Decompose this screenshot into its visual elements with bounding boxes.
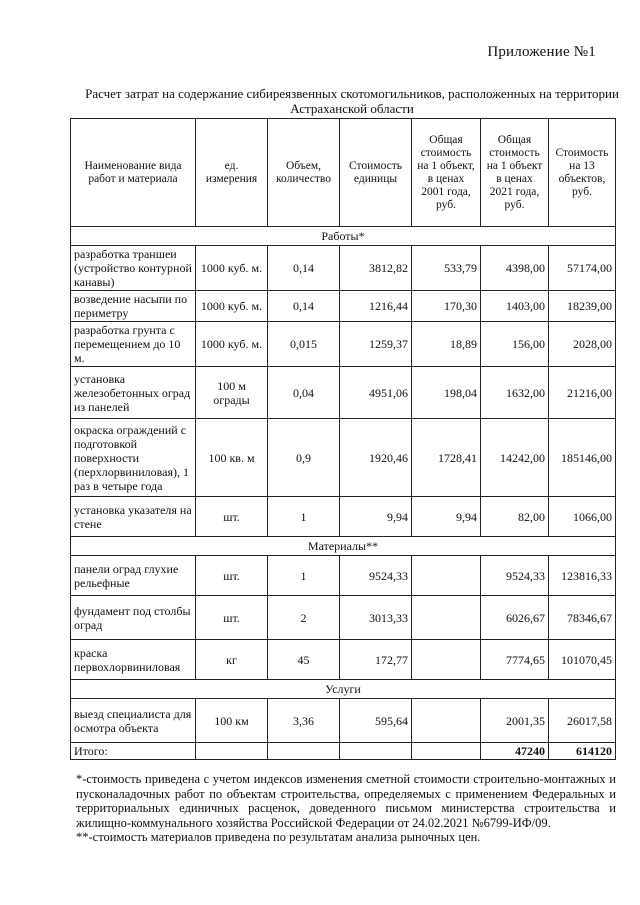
- cell-name: возведение насыпи по периметру: [71, 291, 196, 322]
- cell-name: панели оград глухие рельефные: [71, 556, 196, 596]
- header-cost-2021: Общая стоимость на 1 объект в ценах 2021 года, руб.: [481, 119, 549, 227]
- cell-unit: 1000 куб. м.: [196, 246, 268, 291]
- cell-cost-2021: 4398,00: [481, 246, 549, 291]
- cell-cost-2001: 1728,41: [412, 419, 481, 497]
- cell-unit: 100 м ограды: [196, 367, 268, 419]
- cell-cost-13: 185146,00: [549, 419, 616, 497]
- cell-unit-cost: 1259,37: [340, 322, 412, 367]
- cell-volume: 0,14: [268, 246, 340, 291]
- table-row: [71, 367, 616, 419]
- cell-volume: 0,015: [268, 322, 340, 367]
- table-row: [71, 699, 616, 743]
- cell-cost-13: 78346,67: [549, 596, 616, 640]
- cell-volume: 0,14: [268, 291, 340, 322]
- cell-volume: 0,04: [268, 367, 340, 419]
- cell-cost-13: 123816,33: [549, 556, 616, 596]
- cell-cost-13: 26017,58: [549, 699, 616, 743]
- appendix-label: Приложение №1: [487, 44, 596, 60]
- document-title: Расчет затрат на содержание сибиреязвенных скотомогильников, расположенных на территории Астраханской области: [85, 86, 619, 116]
- cell-unit-cost: 1216,44: [340, 291, 412, 322]
- cell-cost-2001: [412, 556, 481, 596]
- table-row: [71, 246, 616, 291]
- cell-cost-2021: 14242,00: [481, 419, 549, 497]
- cell-name: выезд специалиста для осмотра объекта: [71, 699, 196, 743]
- cell-cost-2001: 198,04: [412, 367, 481, 419]
- cell-cost-13: 101070,45: [549, 640, 616, 680]
- header-unit: ед. измерения: [196, 119, 268, 227]
- cell-unit: кг: [196, 640, 268, 680]
- empty-cell: [340, 743, 412, 760]
- cell-cost-2021: 82,00: [481, 497, 549, 537]
- header-name: Наименование вида работ и материала: [71, 119, 196, 227]
- cell-name: окраска ограждений с подготовкой поверхности (перхлорвиниловая), 1 раз в четыре года: [71, 419, 196, 497]
- total-label: Итого:: [71, 743, 196, 760]
- table-row: [71, 322, 616, 367]
- cell-name: краска первохлорвиниловая: [71, 640, 196, 680]
- section-title: Работы*: [71, 227, 616, 246]
- footnotes: [76, 772, 616, 845]
- section-row: [71, 680, 616, 699]
- cell-name: установка указателя на стене: [71, 497, 196, 537]
- cell-cost-2001: 9,94: [412, 497, 481, 537]
- header-volume: Объем, количество: [268, 119, 340, 227]
- table-body: [71, 227, 616, 760]
- cell-cost-2021: 2001,35: [481, 699, 549, 743]
- cell-volume: 1: [268, 556, 340, 596]
- cell-unit: 100 км: [196, 699, 268, 743]
- cell-unit: 100 кв. м: [196, 419, 268, 497]
- header-cost-13: Стоимость на 13 объектов, руб.: [549, 119, 616, 227]
- table-header-row: [71, 119, 616, 227]
- cell-volume: 1: [268, 497, 340, 537]
- footnote-materials: **-стоимость материалов приведена по результатам анализа рыночных цен.: [76, 830, 481, 844]
- table-row: [71, 497, 616, 537]
- header-cost-2001: Общая стоимость на 1 объект, в ценах 2001 года, руб.: [412, 119, 481, 227]
- cell-volume: 45: [268, 640, 340, 680]
- cell-volume: 2: [268, 596, 340, 640]
- section-title: Услуги: [71, 680, 616, 699]
- cell-name: установка железобетонных оград из панелей: [71, 367, 196, 419]
- cell-unit-cost: 595,64: [340, 699, 412, 743]
- cell-cost-13: 18239,00: [549, 291, 616, 322]
- cell-cost-13: 1066,00: [549, 497, 616, 537]
- total-all-objects: 614120: [549, 743, 616, 760]
- cell-unit-cost: 3013,33: [340, 596, 412, 640]
- cell-cost-2001: [412, 640, 481, 680]
- cell-cost-2001: [412, 596, 481, 640]
- cell-cost-13: 2028,00: [549, 322, 616, 367]
- cell-name: разработка грунта с перемещением до 10 м.: [71, 322, 196, 367]
- table-row: [71, 596, 616, 640]
- cell-unit-cost: 1920,46: [340, 419, 412, 497]
- footnote-works: *-стоимость приведена с учетом индексов изменения сметной стоимости строительно-монтажных и пусконаладочных работ по объектам строительства, определяемых с применением Федеральных и территориальных единичных расценок, доведенного письмом министерства строительства и жилищно-коммунального хозяйства Российской Федерации от 24.02.2021 №6799-ИФ/09.: [76, 772, 616, 830]
- cost-table: [70, 118, 616, 760]
- table-row: [71, 640, 616, 680]
- total-per-object: 47240: [481, 743, 549, 760]
- cell-name: разработка траншеи (устройство контурной канавы): [71, 246, 196, 291]
- cell-unit: шт.: [196, 497, 268, 537]
- total-row: [71, 743, 616, 760]
- cell-cost-2021: 156,00: [481, 322, 549, 367]
- cell-cost-2021: 7774,65: [481, 640, 549, 680]
- cell-cost-2021: 1632,00: [481, 367, 549, 419]
- cell-cost-2001: 533,79: [412, 246, 481, 291]
- section-row: [71, 537, 616, 556]
- empty-cell: [268, 743, 340, 760]
- section-row: [71, 227, 616, 246]
- cell-cost-2021: 6026,67: [481, 596, 549, 640]
- cell-cost-2001: [412, 699, 481, 743]
- table-row: [71, 556, 616, 596]
- cell-unit-cost: 3812,82: [340, 246, 412, 291]
- cell-cost-2001: 18,89: [412, 322, 481, 367]
- cell-unit: 1000 куб. м.: [196, 322, 268, 367]
- empty-cell: [196, 743, 268, 760]
- cell-cost-13: 57174,00: [549, 246, 616, 291]
- table-row: [71, 419, 616, 497]
- cell-unit: шт.: [196, 596, 268, 640]
- table-row: [71, 291, 616, 322]
- cell-cost-2001: 170,30: [412, 291, 481, 322]
- cell-unit: 1000 куб. м.: [196, 291, 268, 322]
- cell-unit-cost: 4951,06: [340, 367, 412, 419]
- header-unit-cost: Стоимость единицы: [340, 119, 412, 227]
- cell-cost-13: 21216,00: [549, 367, 616, 419]
- cell-cost-2021: 1403,00: [481, 291, 549, 322]
- empty-cell: [412, 743, 481, 760]
- cell-unit: шт.: [196, 556, 268, 596]
- cell-name: фундамент под столбы оград: [71, 596, 196, 640]
- cell-unit-cost: 172,77: [340, 640, 412, 680]
- section-title: Материалы**: [71, 537, 616, 556]
- cell-volume: 3,36: [268, 699, 340, 743]
- cell-cost-2021: 9524,33: [481, 556, 549, 596]
- cell-unit-cost: 9524,33: [340, 556, 412, 596]
- cell-volume: 0,9: [268, 419, 340, 497]
- cell-unit-cost: 9,94: [340, 497, 412, 537]
